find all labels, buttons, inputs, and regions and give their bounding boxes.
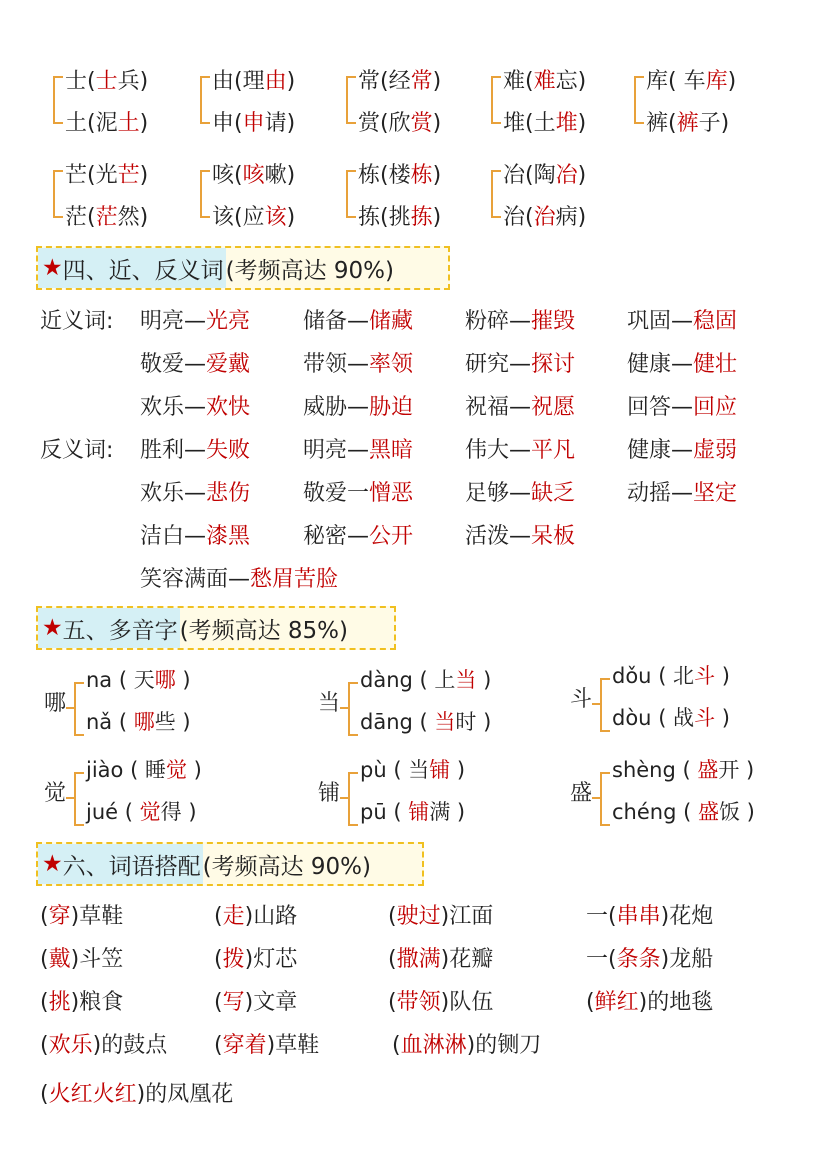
collocation-item: (血淋淋)的铡刀 (392, 1033, 542, 1058)
word-pair: 动摇—坚定 (627, 481, 738, 506)
word-pair: 威胁—胁迫 (303, 395, 414, 420)
char-pair: 库( 车库) 裤(裤子) (634, 64, 774, 130)
section-title: 六、词语搭配 (62, 853, 201, 880)
star-icon: ★ (42, 851, 63, 877)
bracket-icon (600, 772, 610, 826)
section-frequency: (考频高达 90%) (202, 853, 372, 880)
polyphone-group: 当 dàng ( 上当 ) dāng ( 当时 ) (318, 668, 492, 734)
word-pair: 笑容满面—愁眉苦脸 (140, 567, 339, 592)
synonym-label: 近义词: (40, 309, 114, 334)
collocation-item: (鲜红)的地毯 (586, 990, 714, 1015)
bracket-icon (346, 76, 356, 124)
bracket-icon (74, 772, 84, 826)
antonym-label: 反义词: (40, 438, 114, 463)
collocation-item: (戴)斗笠 (40, 947, 124, 972)
char-pair: 常(经常) 赏(欣赏) (346, 64, 486, 130)
word-pair: 带领—率领 (303, 352, 414, 377)
char-pair: 难(难忘) 堆(土堆) (491, 64, 631, 130)
section-title: 四、近、反义词 (62, 257, 224, 284)
section-title: 五、多音字 (62, 617, 178, 644)
polyphone-group: 觉 jiào ( 睡觉 ) jué ( 觉得 ) (44, 758, 202, 824)
collocation-item: (穿)草鞋 (40, 904, 124, 929)
word-pair: 明亮—光亮 (140, 309, 251, 334)
word-pair: 胜利—失败 (140, 438, 251, 463)
section-header-polyphones (36, 606, 396, 650)
bracket-icon (600, 678, 610, 732)
word-pair: 健康—虚弱 (627, 438, 738, 463)
star-icon: ★ (42, 615, 63, 641)
bracket-icon (53, 170, 63, 218)
char-pair: 士(士兵) 土(泥土) (53, 64, 193, 130)
collocation-item: (带领)队伍 (388, 990, 494, 1015)
collocation-item: (挑)粮食 (40, 990, 124, 1015)
char-pair: 由(理由) 申(申请) (200, 64, 340, 130)
polyphone-group: 斗 dǒu ( 北斗 ) dòu ( 战斗 ) (570, 664, 730, 730)
word-pair: 洁白—漆黑 (140, 524, 251, 549)
collocation-item: (火红火红)的凤凰花 (40, 1082, 234, 1107)
polyphone-group: 铺 pù ( 当铺 ) pū ( 铺满 ) (318, 758, 466, 824)
star-icon: ★ (42, 255, 63, 281)
word-pair: 巩固—稳固 (627, 309, 738, 334)
collocation-item: (走)山路 (214, 904, 298, 929)
bracket-icon (348, 772, 358, 826)
section-header-synonyms (36, 246, 450, 290)
collocation-item: (欢乐)的鼓点 (40, 1033, 168, 1058)
section-frequency: (考频高达 90%) (225, 257, 395, 284)
bracket-icon (346, 170, 356, 218)
collocation-item: 一(条条)龙船 (586, 947, 714, 972)
word-pair: 研究—探讨 (465, 352, 576, 377)
word-pair: 粉碎—摧毁 (465, 309, 576, 334)
polyphone-group: 哪 na ( 天哪 ) nǎ ( 哪些 ) (44, 668, 191, 734)
word-pair: 健康—健壮 (627, 352, 738, 377)
bracket-icon (348, 682, 358, 736)
word-pair: 敬爱一憎恶 (303, 481, 414, 506)
char-pair: 咳(咳嗽) 该(应该) (200, 158, 340, 224)
bracket-icon (74, 682, 84, 736)
word-pair: 秘密—公开 (303, 524, 414, 549)
polyphone-group: 盛 shèng ( 盛开 ) chéng ( 盛饭 ) (570, 758, 755, 824)
collocation-item: (拨)灯芯 (214, 947, 298, 972)
char-pair: 栋(楼栋) 拣(挑拣) (346, 158, 486, 224)
collocation-item: 一(串串)花炮 (586, 904, 714, 929)
word-pair: 伟大—平凡 (465, 438, 576, 463)
word-pair: 敬爱—爱戴 (140, 352, 251, 377)
word-pair: 储备—储藏 (303, 309, 414, 334)
word-pair: 欢乐—欢快 (140, 395, 251, 420)
section-header-collocations (36, 842, 424, 886)
bracket-icon (200, 76, 210, 124)
bracket-icon (200, 170, 210, 218)
char-pair: 冶(陶冶) 治(治病) (491, 158, 631, 224)
bracket-icon (491, 170, 501, 218)
bracket-icon (53, 76, 63, 124)
char-pair: 芒(光芒) 茫(茫然) (53, 158, 193, 224)
word-pair: 明亮—黑暗 (303, 438, 414, 463)
bracket-icon (634, 76, 644, 124)
bracket-icon (491, 76, 501, 124)
section-frequency: (考频高达 85%) (179, 617, 349, 644)
collocation-item: (写)文章 (214, 990, 298, 1015)
collocation-item: (驶过)江面 (388, 904, 494, 929)
word-pair: 祝福—祝愿 (465, 395, 576, 420)
word-pair: 欢乐—悲伤 (140, 481, 251, 506)
word-pair: 足够—缺乏 (465, 481, 576, 506)
word-pair: 活泼—呆板 (465, 524, 576, 549)
collocation-item: (撒满)花瓣 (388, 947, 494, 972)
word-pair: 回答—回应 (627, 395, 738, 420)
collocation-item: (穿着)草鞋 (214, 1033, 320, 1058)
